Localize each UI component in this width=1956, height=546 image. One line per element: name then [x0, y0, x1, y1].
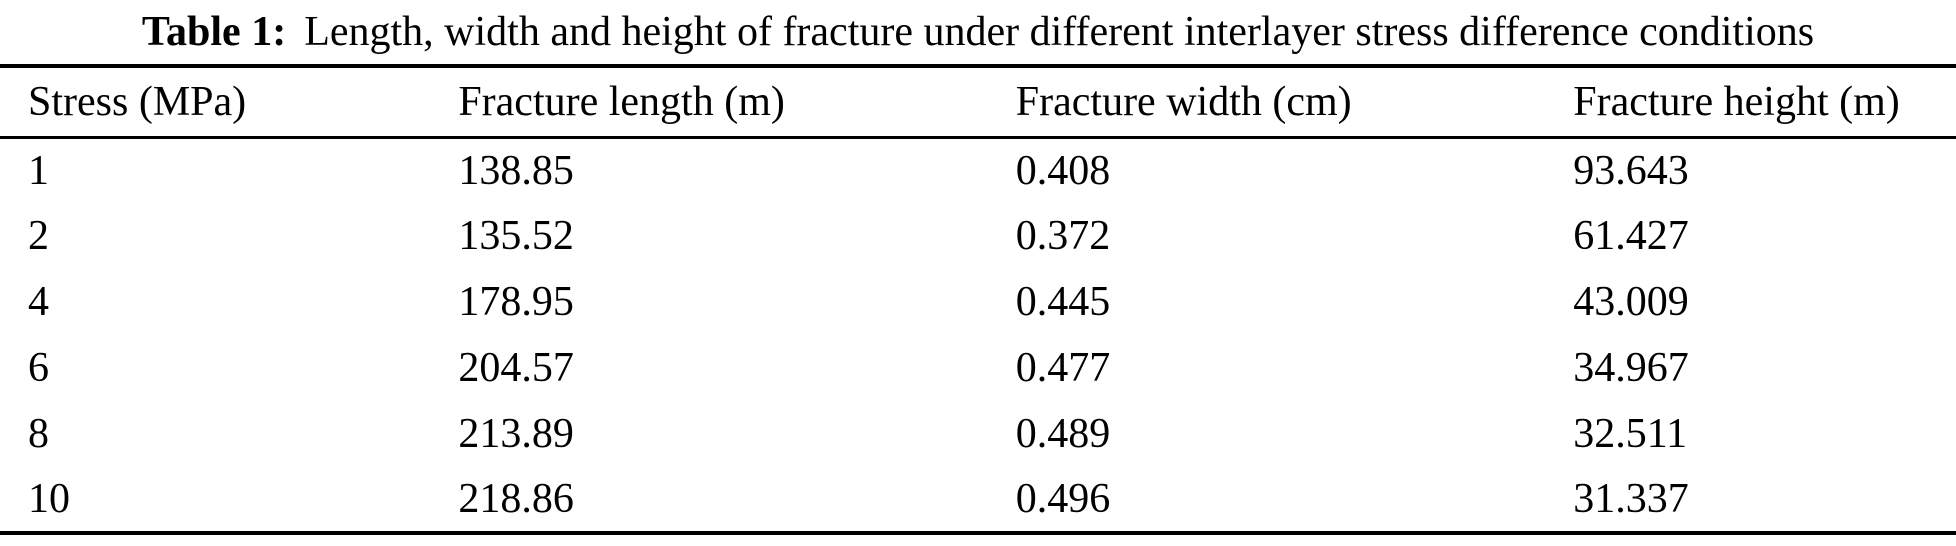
cell-fracture-length: 204.57 — [458, 345, 574, 391]
cell-stress: 4 — [28, 279, 49, 325]
cell-stress: 6 — [28, 345, 49, 391]
table-header — [0, 66, 1956, 137]
cell-fracture-length: 178.95 — [458, 279, 574, 325]
cell-stress: 2 — [28, 213, 49, 259]
cell-fracture-width: 0.477 — [1015, 345, 1111, 391]
column-header-fracture-height: Fracture height (m) — [1573, 78, 1900, 125]
cell-fracture-length: 213.89 — [458, 411, 574, 457]
cell-fracture-width: 0.408 — [1015, 147, 1111, 194]
cell-fracture-width: 0.445 — [1015, 279, 1111, 325]
cell-stress: 1 — [28, 147, 49, 194]
cell-stress: 10 — [28, 476, 70, 522]
cell-fracture-width: 0.372 — [1015, 213, 1111, 259]
cell-fracture-height: 61.427 — [1573, 213, 1689, 259]
table-row — [0, 401, 1956, 467]
table-row — [0, 203, 1956, 269]
cell-fracture-width: 0.489 — [1015, 411, 1111, 457]
table-row — [0, 335, 1956, 401]
cell-fracture-length: 218.86 — [458, 476, 574, 522]
table-body — [0, 137, 1956, 533]
table-row — [0, 467, 1956, 533]
cell-fracture-width: 0.496 — [1015, 476, 1111, 522]
fracture-data-table — [0, 64, 1956, 535]
column-header-stress: Stress (MPa) — [28, 78, 247, 125]
cell-fracture-height: 93.643 — [1573, 147, 1689, 194]
cell-fracture-height: 32.511 — [1573, 411, 1688, 457]
table-row — [0, 137, 1956, 203]
cell-fracture-height: 34.967 — [1573, 345, 1689, 391]
header-row — [0, 66, 1956, 137]
cell-fracture-length: 135.52 — [458, 213, 574, 259]
table-caption-label: Table 1: — [141, 9, 287, 55]
cell-fracture-length: 138.85 — [458, 147, 574, 194]
cell-fracture-height: 43.009 — [1573, 279, 1689, 325]
column-header-fracture-width: Fracture width (cm) — [1015, 78, 1352, 125]
cell-fracture-height: 31.337 — [1573, 476, 1689, 522]
cell-stress: 8 — [28, 411, 49, 457]
column-header-fracture-length: Fracture length (m) — [458, 78, 785, 125]
table-row — [0, 269, 1956, 335]
table-caption-text: Length, width and height of fracture under different interlayer stress difference conditions — [304, 9, 1815, 55]
table-caption — [0, 0, 1956, 64]
